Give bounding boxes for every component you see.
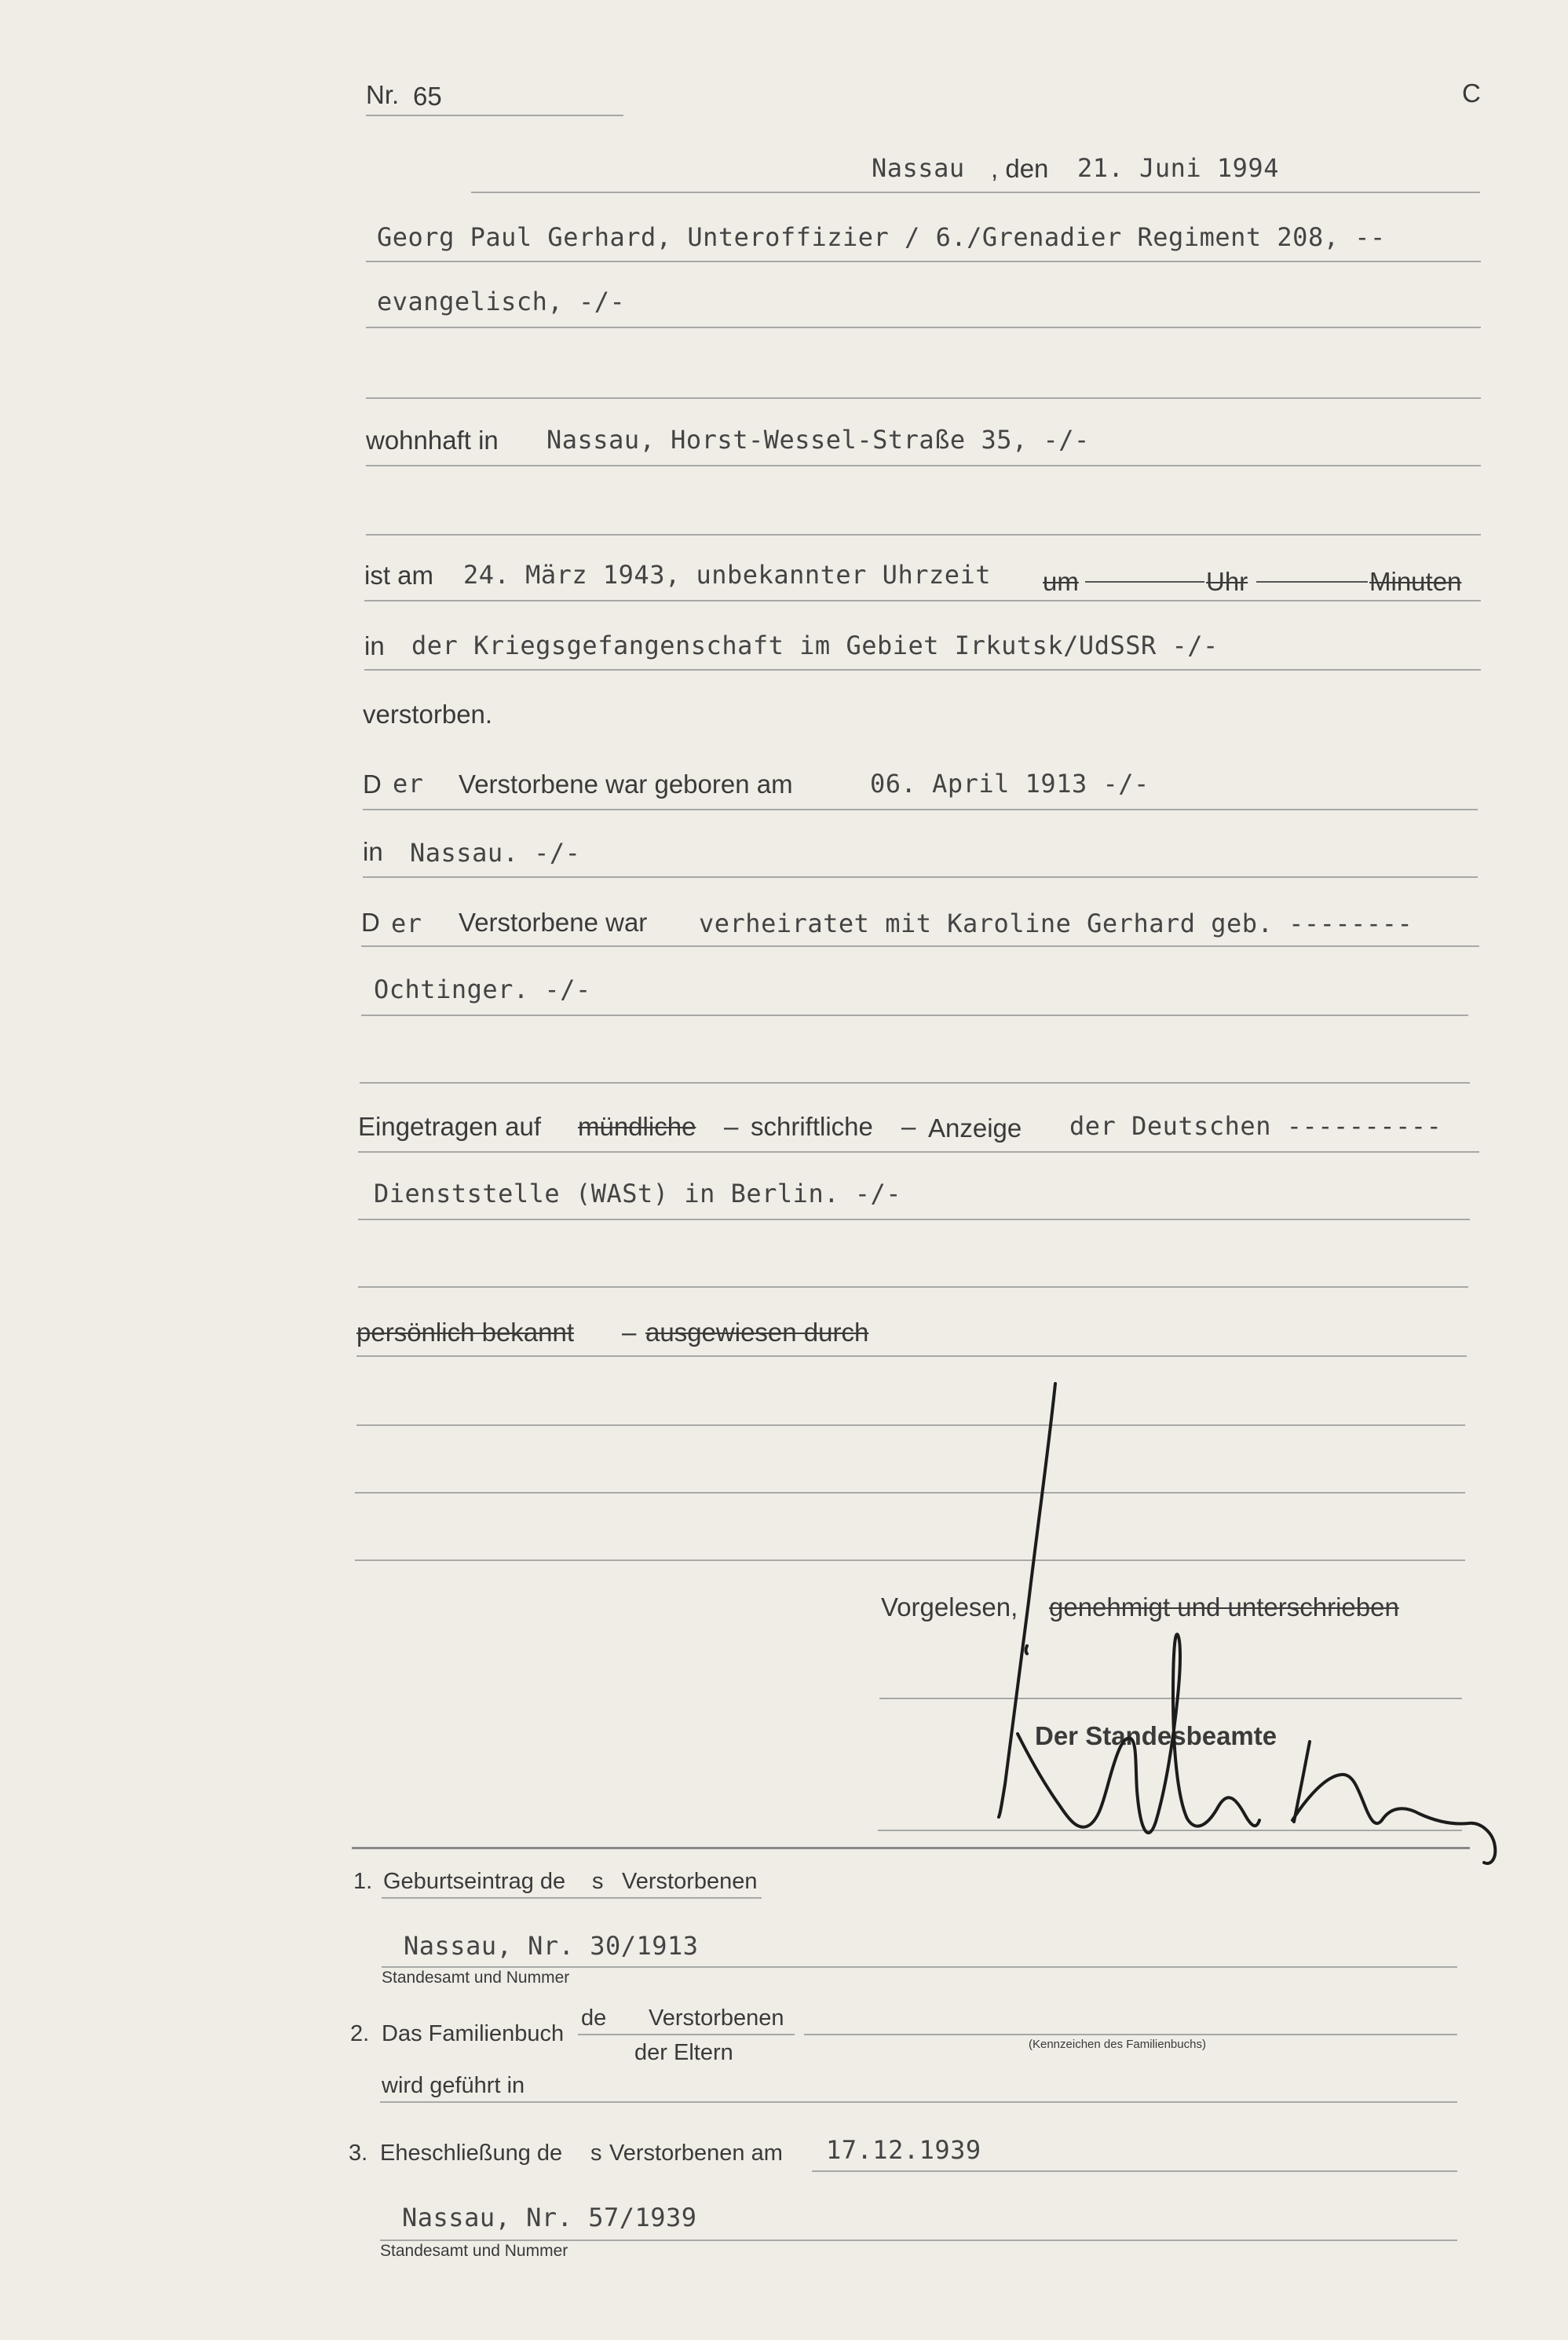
- marriage-line-2: Ochtinger. -/-: [374, 974, 591, 1004]
- registration-rule-2: [358, 1219, 1470, 1220]
- residence-rule: [366, 465, 1481, 466]
- footnote-2-fraction-rule: [578, 2034, 795, 2035]
- blank-rule-7: [355, 1559, 1465, 1561]
- registration-dash-2: –: [901, 1112, 916, 1141]
- footnote-3-value: Nassau, Nr. 57/1939: [402, 2203, 697, 2232]
- person-line-2: evangelisch, -/-: [377, 287, 626, 316]
- ist-am-label: ist am: [364, 561, 434, 590]
- footnote-1-caption: Standesamt und Nummer: [382, 1969, 570, 1987]
- footnote-2-wird: wird geführt in: [382, 2073, 525, 2098]
- marriage-rule-2: [361, 1015, 1468, 1016]
- death-date: 24. März 1943, unbekannter Uhrzeit: [463, 560, 992, 590]
- birth-date-rule: [363, 809, 1478, 810]
- death-place: der Kriegsgefangenschaft im Gebiet Irkutsk/UdSSR -/-: [411, 631, 1219, 660]
- date-line: [471, 192, 1480, 193]
- den-label: , den: [991, 154, 1049, 183]
- blank-rule-3: [360, 1082, 1470, 1084]
- person-line-1: Georg Paul Gerhard, Unteroffizier / 6./Grenadier Regiment 208, --: [377, 222, 1386, 252]
- registration-dash-1: –: [724, 1112, 739, 1141]
- person-line-1-rule: [366, 261, 1481, 262]
- footnote-2-verstorbenen: Verstorbenen: [649, 2005, 784, 2031]
- registration-value: der Deutschen ----------: [1069, 1111, 1442, 1141]
- muendliche-option: mündliche: [578, 1112, 696, 1141]
- standesbeamte-label: Der Standesbeamte: [1035, 1721, 1277, 1750]
- registration-line-2: Dienststelle (WASt) in Berlin. -/-: [374, 1179, 902, 1208]
- footnote-2-de: de: [581, 2005, 607, 2031]
- signature-rule-2: [878, 1830, 1462, 1831]
- corner-letter: C: [1462, 79, 1481, 108]
- footnote-3-label-s: s: [590, 2141, 602, 2166]
- marriage-er-suffix: er: [391, 909, 422, 938]
- footnote-2-caption: (Kennzeichen des Familienbuchs): [1029, 2038, 1206, 2051]
- footnote-3-label-a: Eheschließung de: [380, 2141, 563, 2166]
- registration-rule-1: [358, 1151, 1479, 1153]
- blank-rule-6: [355, 1492, 1465, 1494]
- birth-place: Nassau. -/-: [410, 838, 581, 868]
- minuten-label: Minuten: [1369, 567, 1462, 596]
- death-date-rule: [364, 600, 1481, 601]
- residence-label: wohnhaft in: [366, 426, 499, 455]
- birth-date: 06. April 1913 -/-: [870, 769, 1150, 799]
- footnote-3-date: 17.12.1939: [826, 2135, 981, 2165]
- verstorben-label: verstorben.: [363, 700, 493, 729]
- footnote-1-label-s: s: [592, 1869, 604, 1894]
- footnote-3-date-rule: [812, 2170, 1457, 2172]
- footnote-2-number: 2.: [350, 2021, 370, 2046]
- footnote-1-number: 1.: [353, 1869, 373, 1894]
- nr-underline: [366, 115, 623, 116]
- footnote-1-label-rule: [382, 1897, 762, 1899]
- place: Nassau: [872, 153, 965, 183]
- footnote-1-label-a: Geburtseintrag de: [383, 1869, 566, 1894]
- footnote-1-value: Nassau, Nr. 30/1913: [404, 1931, 699, 1961]
- footnote-3-value-rule: [380, 2239, 1457, 2241]
- record-date: 21. Juni 1994: [1077, 153, 1279, 183]
- death-place-rule: [364, 669, 1481, 671]
- nr-label: Nr.: [366, 80, 400, 109]
- registration-label: Eingetragen auf: [358, 1112, 542, 1141]
- ausgewiesen-option: ausgewiesen durch: [645, 1318, 869, 1347]
- marriage-rule-1: [361, 945, 1479, 947]
- blank-rule-4: [358, 1286, 1468, 1288]
- footnote-3-caption: Standesamt und Nummer: [380, 2242, 568, 2260]
- footnote-2-label: Das Familienbuch: [382, 2021, 565, 2046]
- birth-label: Verstorbene war geboren am: [459, 770, 793, 799]
- footnote-separator: [352, 1847, 1470, 1849]
- footnote-2-eltern: der Eltern: [634, 2040, 733, 2065]
- footnote-1-value-rule: [382, 1966, 1457, 1968]
- birth-in-label: in: [363, 837, 383, 866]
- footnote-1-label-b: Verstorbenen: [622, 1869, 758, 1894]
- person-line-2-rule: [366, 327, 1481, 328]
- birth-d-label: D: [363, 770, 382, 799]
- marriage-value: verheiratet mit Karoline Gerhard geb. --------: [699, 909, 1413, 938]
- um-label: um: [1043, 567, 1079, 596]
- anzeige-label: Anzeige: [928, 1113, 1022, 1143]
- residence-value: Nassau, Horst-Wessel-Straße 35, -/-: [546, 425, 1090, 455]
- uhr-strike-dash: [1256, 581, 1368, 583]
- footnote-2-value-rule: [804, 2034, 1457, 2035]
- death-in-label: in: [364, 631, 385, 660]
- uhr-label: Uhr: [1206, 567, 1248, 596]
- um-strike-dash: [1085, 581, 1204, 583]
- marriage-d-label: D: [361, 908, 380, 937]
- persoenlich-bekannt-option: persönlich bekannt: [356, 1318, 575, 1347]
- birth-er-suffix: er: [393, 769, 424, 799]
- identity-rule: [356, 1355, 1467, 1357]
- blank-rule-2: [366, 534, 1481, 536]
- blank-rule-5: [356, 1424, 1465, 1426]
- identity-dash: –: [622, 1318, 637, 1347]
- marriage-label: Verstorbene war: [459, 908, 648, 937]
- signature-rule-1: [879, 1698, 1462, 1699]
- schriftliche-option: schriftliche: [751, 1112, 873, 1141]
- footnote-2-wird-rule: [380, 2101, 1457, 2103]
- birth-place-rule: [363, 876, 1478, 878]
- footnote-3-number: 3.: [349, 2141, 368, 2166]
- blank-rule-1: [366, 397, 1481, 399]
- vorgelesen-label: Vorgelesen,: [881, 1592, 1018, 1622]
- nr-value: 65: [413, 82, 442, 111]
- genehmigt-option: genehmigt und unterschrieben: [1049, 1592, 1399, 1622]
- footnote-3-label-b: Verstorbenen am: [609, 2141, 783, 2166]
